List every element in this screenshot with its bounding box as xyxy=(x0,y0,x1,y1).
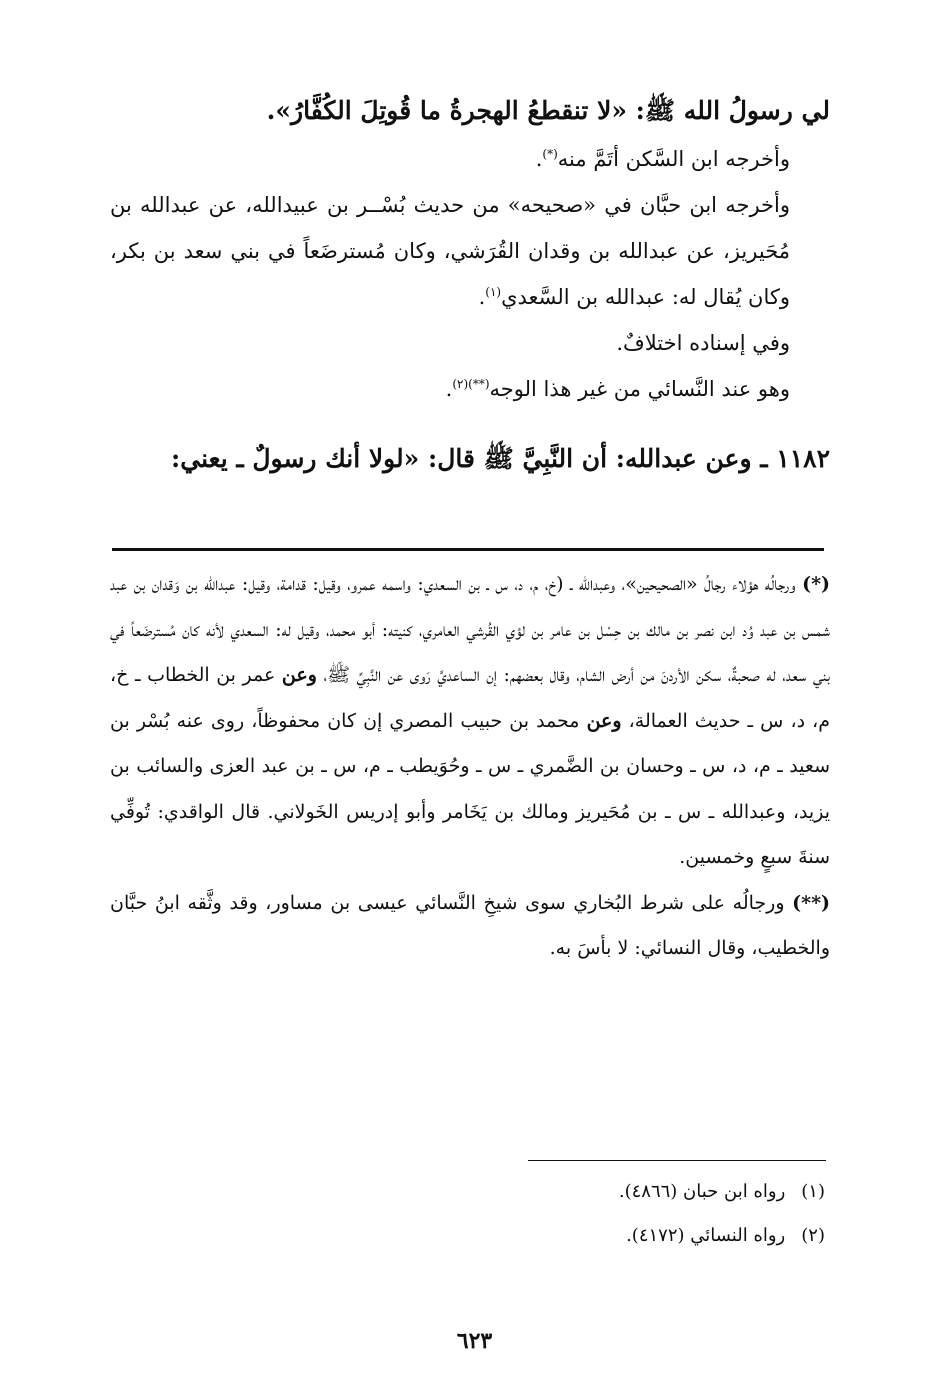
note-bold-word: وعن xyxy=(281,664,317,686)
footnote-item xyxy=(300,1170,825,1214)
note-text: ورجالُه على شرط البُخاري سوى شيخِ النَّسائي عيسى بن مساور، وقد وثَّقه ابنُ حبَّان والخطيب، وقال النسائي: لا بأسَ به. xyxy=(110,891,830,959)
paragraph-isnad-disagreement: وفي إسناده اختلافٌ. xyxy=(616,331,790,355)
paragraph-text: وأخرجه ابن حبَّان في «صحيحه» من حديث بُسْــر بن عبيدالله، عن عبدالله بن مُحَيريز، عن عبدالله بن وقدان القُرَشي، وكان مُسترضَعاً في بني سعد بن بكر، وكان يُقال له: عبدالله بن السَّعدي xyxy=(110,193,790,309)
note-text: ورجالُه هؤلاء رجالُ «الصحيحين»، وعبدالله ـ (خ، م، د، س ـ بن السعدي: واسمه عمرو، وقيل: قدامة، وقيل: عبدالله بن وَقدان بن عبد شمس بن عبد وُد ابن نصر بن مالك بن حِسْل بن عامر بن لؤي القُرشي العامري، كنيته: أبو محمد، وقيل له: السعدي لأنه كان مُسترضَعاً في بني سعد، له صحبةٌ، سكن الأردنَ من أرض الشام، وقال بعضهم: إن الساعديَّ رَوى عن النَّبِيِّ ﷺ، xyxy=(110,573,830,686)
page-number: ٦٢٣ xyxy=(456,1328,493,1354)
footnote-text: رواه النسائي (٤١٧٢). xyxy=(626,1225,786,1246)
paragraph-ibn-hibban xyxy=(110,182,830,320)
notes-separator xyxy=(112,548,824,551)
paragraph-end: . xyxy=(478,285,486,309)
footnotes xyxy=(300,1170,825,1258)
note-text: عمر بن الخطاب ـ خ، م، د، س ـ حديث العمالة، xyxy=(110,664,830,732)
footnote-item xyxy=(300,1214,825,1258)
note-text: محمد بن حبيب المصري إن كان محفوظاً، روى عنه بُسْر بن سعيد ـ م، د، س ـ وحسان بن الضَّمري ـ س ـ وحُوَيطب ـ م، س ـ بن عبد العزى والسائب بن يزيد، وعبدالله ـ س ـ بن مُحَيريز ومالك بن يَخَامر وأبو إدريس الخَولاني. قال الواقدي: تُوفِّي سنةَ سبعٍ وخمسين. xyxy=(110,709,830,868)
paragraph-nasai xyxy=(110,366,830,412)
footnote-text: رواه ابن حبان (٤٨٦٦). xyxy=(618,1181,786,1202)
editor-notes xyxy=(110,562,830,972)
paragraph-ibn-sakan xyxy=(110,136,830,182)
note-marker: (*) xyxy=(802,573,831,595)
note-bold-word: وعن xyxy=(586,709,622,732)
footnote-number: (٢) xyxy=(801,1225,825,1246)
note-marker: (**) xyxy=(792,891,831,914)
note-single-star xyxy=(110,562,830,881)
paragraph-end: . xyxy=(445,377,453,401)
note-marker: (*) xyxy=(542,147,558,161)
footnote-separator xyxy=(528,1160,826,1161)
footnote-marker: (١) xyxy=(485,285,502,299)
paragraph-end: . xyxy=(535,147,543,171)
footnote-number: (١) xyxy=(801,1181,825,1202)
paragraph-text: وهو عند النَّسائي من غير هذا الوجه xyxy=(489,377,790,401)
continued-hadith-line: لي رسولُ الله ﷺ: «لا تنقطعُ الهجرةُ ما قُوتِلَ الكُفَّارُ». xyxy=(266,96,830,125)
main-text xyxy=(110,86,830,484)
note-double-star xyxy=(110,881,830,972)
note-marker: (**)(٢) xyxy=(452,377,490,391)
hadith-1182-heading: ١١٨٢ ـ وعن عبدالله: أن النَّبِيَّ ﷺ قال: «لولا أنك رسولٌ ـ يعني: xyxy=(171,444,830,473)
paragraph-text: وأخرجه ابن السَّكن أتَمَّ منه xyxy=(557,147,790,171)
